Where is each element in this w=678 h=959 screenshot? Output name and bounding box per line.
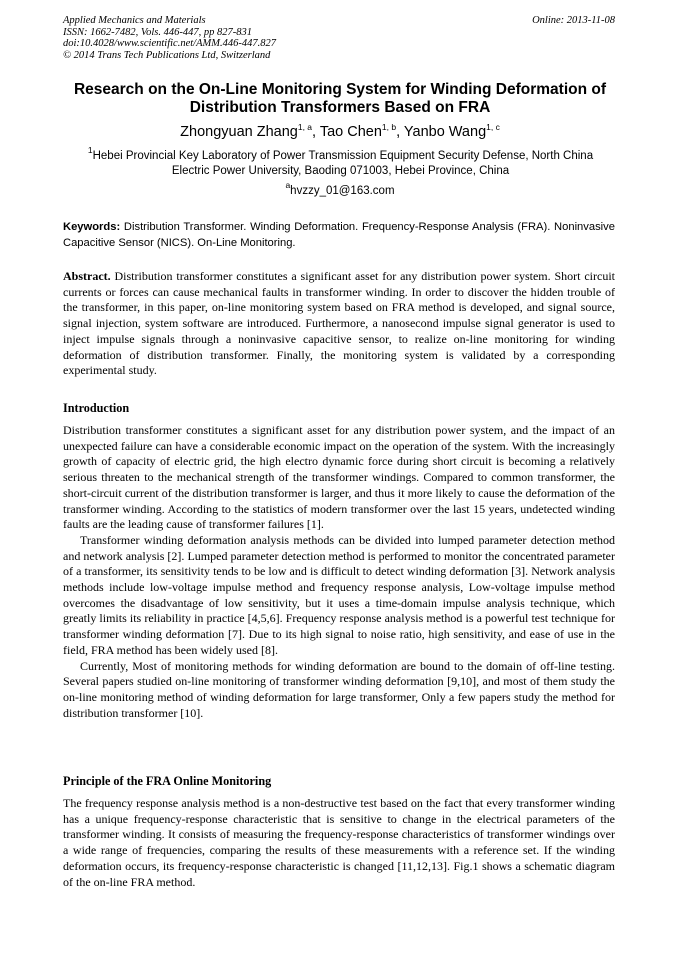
author-affiliation-mark: 1, c bbox=[486, 122, 500, 132]
email-address: hvzzy_01@163.com bbox=[290, 185, 395, 197]
introduction-section bbox=[63, 423, 615, 721]
affiliation bbox=[58, 145, 623, 178]
principle-paragraph-1: The frequency response analysis method is a non-destructive test based on the fact that every transformer winding has a unique frequency-response characteristic that is sensitive to change in the electrical parameters of the transformer winding. It consists of measuring the frequency-response characteristics of transformer windings over a wide range of frequencies, comparing the results of these measurements with a reference set. If the winding deformation occurs, its frequency-response characteristic is changed [11,12,13]. Fig.1 shows a schematic diagram of the on-line FRA method. bbox=[63, 796, 615, 889]
author-list bbox=[40, 123, 640, 141]
affiliation-line-1: Hebei Provincial Key Laboratory of Power Transmission Equipment Security Defense, North China bbox=[92, 150, 594, 162]
author-name: Tao Chen bbox=[319, 124, 382, 140]
introduction-paragraph-1: Distribution transformer constitutes a significant asset for any distribution power system, and the impact of an unexpected failure can have a considerable economic impact on the operation of the system. With the increasingly growth of capacity of electric grid, the high electro dynamic force during short circuit is becoming a relatively serious threaten to the mechanical strength of the transformer windings. Compared to common transformer, the short-circuit current of the distribution transformer is larger, and thus it more likely to cause the deformation of the transformer winding. According to the statistics of modern transformer over the last 15 years, undetected winding faults are the leading cause of transformer failures [1]. bbox=[63, 423, 615, 532]
principle-heading: Principle of the FRA Online Monitoring bbox=[63, 774, 272, 788]
introduction-paragraph-2: Transformer winding deformation analysis methods can be divided into lumped parameter detection method and network analysis [2]. Lumped parameter detection method is performed to monitor the concentrated parameter of a transformer, its sensitivity tends to be low and is difficult to detect winding deformation [3]. Network analysis methods include low-voltage impulse method and frequency response analysis, Low-voltage impulse method overcomes the disadvantage of low sensitivity, but it uses a time-domain impulse analysis technique, which greatly limits its reliability in practice [4,5,6]. Frequency response analysis method is a powerful test technique for transformer winding deformation [7]. Due to its high signal to noise ratio, high sensitivity, and ease of use in the field, FRA method has been widely used [8]. bbox=[63, 532, 615, 657]
introduction-paragraph-3: Currently, Most of monitoring methods for winding deformation are bound to the domain of off-line testing. Several papers studied on-line monitoring of transformer winding deformation [9,10], and most of them study the on-line monitoring method of winding deformation for large transformer, Only a few papers study the method for distribution transformer [10]. bbox=[63, 658, 615, 720]
online-date: Online: 2013-11-08 bbox=[532, 15, 615, 26]
keywords-label: Keywords: bbox=[63, 221, 121, 233]
introduction-heading: Introduction bbox=[63, 401, 130, 415]
email-mark: a bbox=[285, 180, 291, 190]
abstract-paragraph bbox=[63, 269, 615, 379]
affiliation-mark: 1 bbox=[87, 145, 93, 155]
keywords-text: Distribution Transformer. Winding Deformation. Frequency-Response Analysis (FRA). Noninvasive Capacitive Sensor (NICS). On-Line Monitoring. bbox=[63, 221, 615, 249]
author-affiliation-mark: 1, b bbox=[381, 122, 397, 132]
author-separator: , bbox=[396, 124, 404, 140]
copyright-line: © 2014 Trans Tech Publications Ltd, Switzerland bbox=[63, 49, 271, 61]
author-email bbox=[40, 180, 640, 199]
paper-title bbox=[40, 81, 640, 117]
abstract-text: Distribution transformer constitutes a significant asset for any distribution power system. Short circuit currents or forces can cause mechanical faults in transformer winding. In order to discover the hidden trouble of the transformer, in this paper, on-line monitoring system based on FRA method is developed, and signal source, signal injection, system software are introduced. Furthermore, a nanosecond impulse signal generator is used to inject impulse signals through a noninvasive capacitive sensor, to realize on-line monitoring for winding deformation of distribution transformer. Finally, the monitoring system is validated by a corresponding experimental study. bbox=[63, 269, 615, 378]
journal-name: Applied Mechanics and Materials bbox=[63, 15, 206, 26]
author-name: Zhongyuan Zhang bbox=[180, 124, 298, 140]
title-line-2: Distribution Transformers Based on FRA bbox=[189, 99, 491, 116]
keywords-block bbox=[63, 220, 615, 251]
affiliation-line-2: Electric Power University, Baoding 071003, Hebei Province, China bbox=[171, 164, 510, 177]
title-line-1: Research on the On-Line Monitoring System for Winding Deformation of bbox=[73, 81, 607, 98]
journal-header bbox=[63, 15, 615, 61]
issn-line: ISSN: 1662-7482, Vols. 446-447, pp 827-831 bbox=[63, 26, 252, 38]
author-affiliation-mark: 1, a bbox=[297, 122, 313, 132]
author-name: Yanbo Wang bbox=[403, 124, 487, 140]
doi-line: doi:10.4028/www.scientific.net/AMM.446-447.827 bbox=[63, 38, 276, 49]
abstract-label: Abstract. bbox=[63, 269, 111, 283]
author-separator: , bbox=[312, 124, 320, 140]
